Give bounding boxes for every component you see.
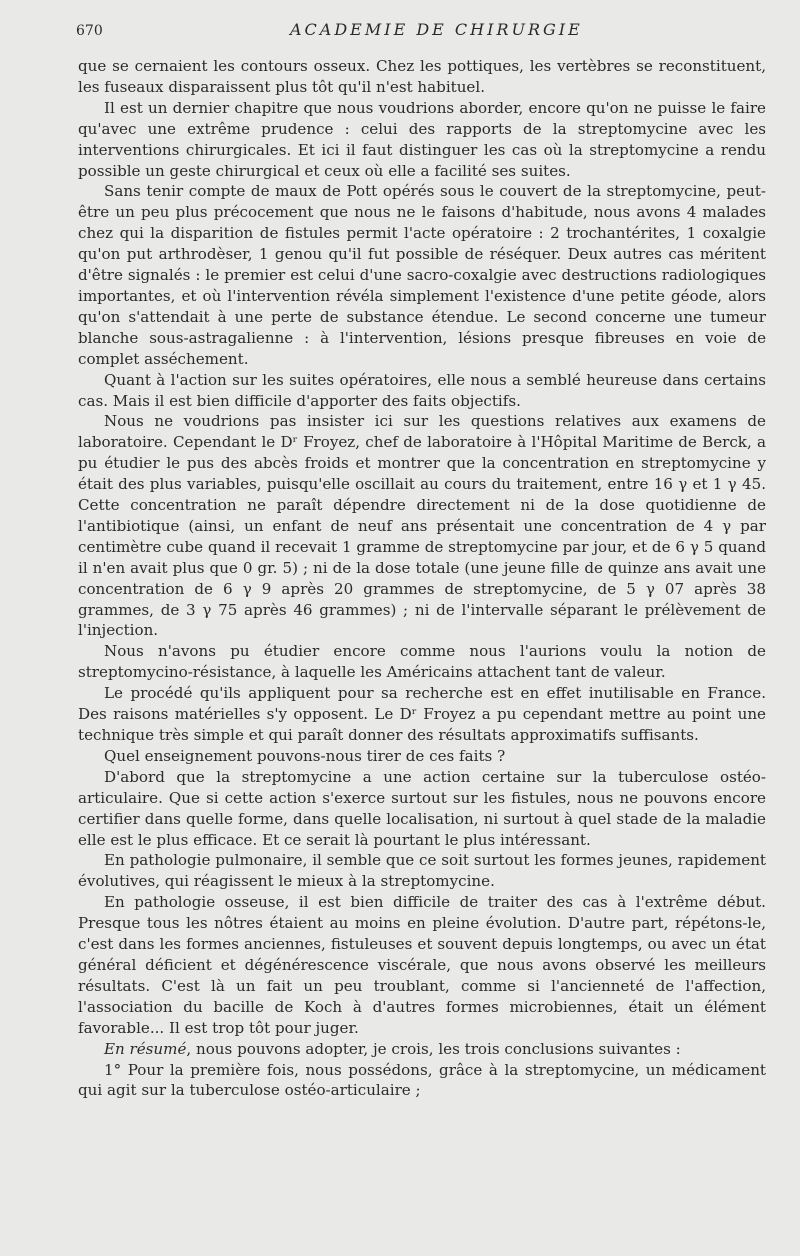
paragraph: D'abord que la streptomycine a une action certaine sur la tuberculose ostéo-articulaire. Que si cette action s'exerce surtout sur les fistules, nous ne pouvons encore certifier dans quelle forme, dans quelle localisation, ni surtout à quel stade de la maladie elle est le plus efficace. Et ce serait là pourtant le plus intéressant. <box>78 767 766 849</box>
paragraph: Sans tenir compte de maux de Pott opérés sous le couvert de la streptomycine, peut-être un peu plus précocement que nous ne le faisons d'habitude, nous avons 4 malades chez qui la disparition de fistules permit l'acte opératoire : 2 trochantérites, 1 coxalgie qu'on put arthrodèser, 1 genou qu'il fut possible de réséquer. Deux autres cas méritent d'être signalés : le premier est celui d'une sacro-coxalgie avec destructions radiologiques importantes, et où l'intervention révéla simplement l'existence d'une petite géode, alors qu'on s'attendait à une perte de substance étendue. Le second concerne une tumeur blanche sous-astragalienne : à l'intervention, lésions presque fibreuses en voie de complet asséchement. <box>78 182 766 368</box>
paragraph: Quant à l'action sur les suites opératoires, elle nous a semblé heureuse dans certains cas. Mais il est bien difficile d'apporter des faits objectifs. <box>78 370 766 410</box>
paragraph: En pathologie pulmonaire, il semble que ce soit surtout les formes jeunes, rapidement évolutives, qui réagissent le mieux à la streptomycine. <box>78 851 766 891</box>
body-text <box>78 56 766 1101</box>
conclusion-paragraph <box>78 1039 766 1060</box>
paragraph: Le procédé qu'ils appliquent pour sa recherche est en effet inutilisable en France. Des raisons matérielles s'y opposent. Le Dʳ Froyez a pu cependant mettre au point une technique très simple et qui paraît donner des résultats approximatifs suffisants. <box>78 684 766 744</box>
conclusion-text: , nous pouvons adopter, je crois, les trois conclusions suivantes : <box>186 1039 681 1058</box>
paragraph: En pathologie osseuse, il est bien difficile de traiter des cas à l'extrême début. Presque tous les nôtres étaient au moins en pleine évolution. D'autre part, répétons-le, c'est dans les formes anciennes, fistuleuses et souvent depuis longtemps, ou avec un état général déficient et dégénérescence viscérale, que nous avons observé les meilleurs résultats. C'est là un fait un peu troublant, comme si l'ancienneté de l'affection, l'association du bacille de Koch à d'autres formes microbiennes, était un élément favorable... Il est trop tôt pour juger. <box>78 893 766 1037</box>
conclusion-point-1: 1° Pour la première fois, nous possédons, grâce à la streptomycine, un médicament qui agit sur la tuberculose ostéo-articulaire ; <box>78 1060 766 1100</box>
running-title: ACADEMIE DE CHIRURGIE <box>290 20 583 39</box>
page-header <box>76 20 766 44</box>
paragraph: Quel enseignement pouvons-nous tirer de ces faits ? <box>104 746 506 765</box>
paragraph: Nous ne voudrions pas insister ici sur les questions relatives aux examens de laboratoire. Cependant le Dʳ Froyez, chef de laboratoire à l'Hôpital Maritime de Berck, a pu étudier le pus des abcès froids et montrer que la concentration en streptomycine y était des plus variables, puisqu'elle oscillait au cours du traitement, entre 16 γ et 1 γ 45. Cette concentration ne paraît dépendre directement ni de la dose quotidienne de l'antibiotique (ainsi, un enfant de neuf ans présentait une concentration de 4 γ par centimètre cube quand il recevait 1 gramme de streptomycine par jour, et de 6 γ 5 quand il n'en avait plus que 0 gr. 5) ; ni de la dose totale (une jeune fille de quinze ans avait une concentration de 6 γ 9 après 20 grammes de streptomycine, de 5 γ 07 après 38 grammes, de 3 γ 75 après 46 grammes) ; ni de l'intervalle séparant le prélèvement de l'injection. <box>78 412 766 640</box>
page-number: 670 <box>76 23 103 39</box>
paragraph: Nous n'avons pu étudier encore comme nous l'aurions voulu la notion de streptomycino-résistance, à laquelle les Américains attachent tant de valeur. <box>78 642 766 682</box>
conclusion-lead: En résumé <box>104 1039 187 1058</box>
paragraph: que se cernaient les contours osseux. Chez les pottiques, les vertèbres se reconstituent, les fuseaux disparaissent plus tôt qu'il n'est habituel. <box>78 57 766 96</box>
paragraph: Il est un dernier chapitre que nous voudrions aborder, encore qu'on ne puisse le faire qu'avec une extrême prudence : celui des rapports de la streptomycine avec les interventions chirurgicales. Et ici il faut distinguer les cas où la streptomycine a rendu possible un geste chirurgical et ceux où elle a facilité ses suites. <box>78 98 766 180</box>
